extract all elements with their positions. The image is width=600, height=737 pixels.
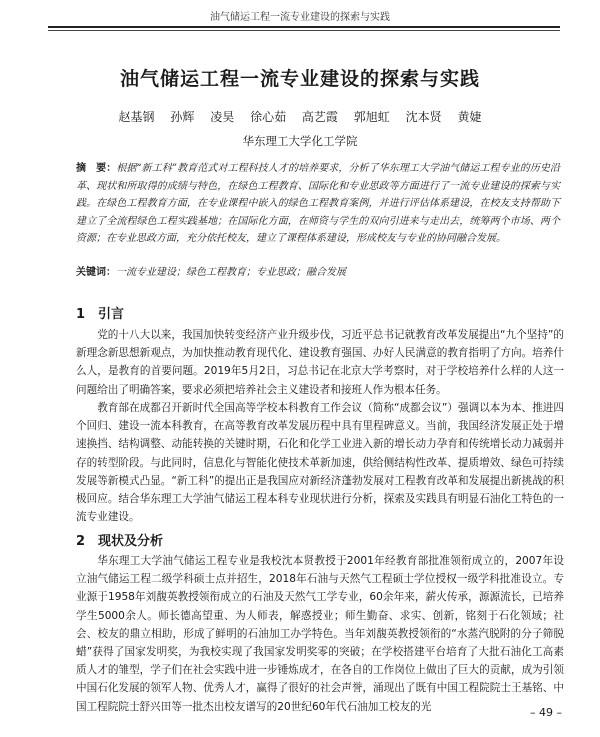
author-name: 凌昊 xyxy=(210,110,235,124)
author-name: 高艺霞 xyxy=(301,110,338,124)
paper-title: 油气储运工程一流专业建设的探索与实践 xyxy=(119,68,480,90)
affiliation: 华东理工大学化工学院 xyxy=(242,134,358,148)
author-name: 沈本贤 xyxy=(405,110,442,124)
author-list xyxy=(0,108,600,125)
header-divider xyxy=(48,26,560,28)
abstract-text: 根据“新工科”教育范式对工程科技人才的培养要求，分析了华东理工大学油气储运工程专业的历史沿革、现状和所取得的成绩与特色，在绿色工程教育、国际化和专业思政等方面进行了一流专业建设的探索与实践。在绿色工程教育方面，在专业课程中嵌入的绿色工程教育案例，并进行评估体系建设，在校友支持帮助下建立了全流程绿色工程实践基地；在国际化方面，在师资与学生的双向引进来与走出去，统筹两个市场、两个资源；在专业思政方面，充分依托校友，建立了课程体系建设，形成校友与专业的协同融合发展。 xyxy=(76,163,561,245)
page-number: – 49 – xyxy=(530,706,562,719)
section-number: 2 xyxy=(76,534,86,549)
author-name: 郭旭虹 xyxy=(353,110,390,124)
running-header: 油气储运工程一流专业建设的探索与实践 xyxy=(210,12,390,23)
section-title: 现状及分析 xyxy=(98,534,164,549)
keywords-label: 关键词： xyxy=(76,267,116,278)
keywords-text: 一流专业建设；绿色工程教育；专业思政；融合发展 xyxy=(116,267,346,278)
author-name: 徐心茹 xyxy=(250,110,287,124)
abstract xyxy=(76,160,560,248)
header-divider-thin xyxy=(48,30,560,31)
body-paragraph: 华东理工大学油气储运工程专业是我校沈本贤教授于2001年经教育部批准领衔成立的，2007年设立油气储运工程二级学科硕士点并招生，2018年石油与天然气工程硕士学位授权一级学科批准设立。专业源于1958年刘馥英教授领衔成立的石油及天然气工学专业，60余年来，薪火传承，源源流长，已培养学生5000余人。师长德高望重、为人师表，解惑授业；师生勤奋、求实、创新，铭刻于石化领域；社会、校友的鼎立相助，形成了鲜明的石油加工办学特色。当年刘馥英教授领衔的“水蒸汽脱附的分子筛脱蜡”获得了国家发明奖，为我校实现了我国家发明奖零的突破；在学校搭建平台培育了大批石油化工高素质人才的雏型，学子们在社会实践中进一步锤炼成才，在各自的工作岗位上做出了巨大的贡献，成为引领中国石化发展的领军人物、优秀人才，赢得了很好的社会声誉，涌现出了既有中国工程院院士王基铭、中国工程院院士舒兴田等一批杰出校友谱写的20世纪60年代石油加工校友的光 xyxy=(76,555,564,713)
author-name: 黄婕 xyxy=(457,110,482,124)
section-number: 1 xyxy=(76,307,86,322)
body-paragraph: 党的十八大以来，我国加快转变经济产业升级步伐，习近平总书记就教育改革发展提出“九个坚持”的新理念新思想新观点，为加快推动教育现代化、建设教育强国、办好人民满意的教育指明了方向。培养什么人，是教育的首要问题。2019年5月2日，习总书记在北京大学考察时，对于学校培养什么样的人这一问题给出了明确答案，要求必须把培养社会主义建设者和接班人作为根本任务。 xyxy=(76,329,564,396)
author-name: 赵基钢 xyxy=(118,110,155,124)
body-paragraph: 教育部在成都召开新时代全国高等学校本科教育工作会议（简称“成都会议”）强调以本为本、推进四个回归、建设一流本科教育，在高等教育改革发展历程中具有里程碑意义。当前，我国经济发展正处于增速换挡、结构调整、动能转换的关键时期，石化和化学工业进入新的增长动力孕育和传统增长动力减弱并存的转型阶段。与此同时，信息化与智能化使技术革新加速，供给侧结构性改革、提质增效、绿色可持续发展等新模式凸显。“新工科”的提出正是我国应对新经济蓬勃发展对工程教育改革和发展提出新挑战的积极回应。结合华东理工大学油气储运工程本科专业现状进行分析，探索及实践具有明显石油化工特色的一流专业建设。 xyxy=(76,402,564,524)
section-title: 引言 xyxy=(98,307,125,322)
abstract-label: 摘 要： xyxy=(76,163,117,174)
keywords xyxy=(76,265,560,281)
section-heading-status xyxy=(76,530,163,549)
author-name: 孙辉 xyxy=(170,110,195,124)
section-heading-introduction xyxy=(76,303,124,322)
